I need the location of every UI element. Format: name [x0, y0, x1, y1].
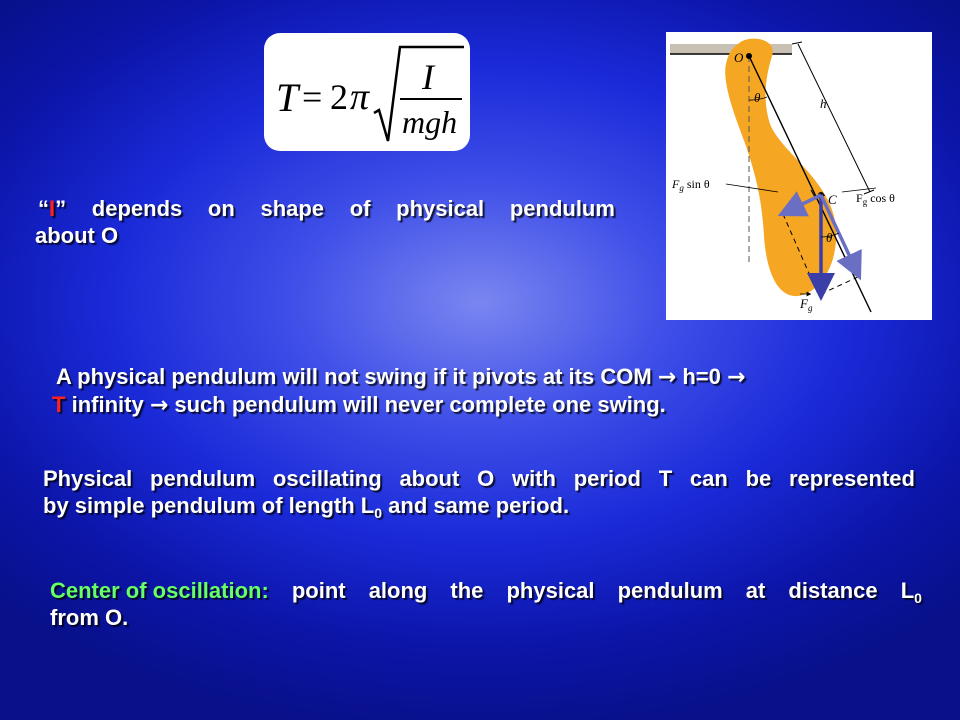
word: point: [291, 578, 346, 603]
pendulum-diagram: [666, 32, 932, 320]
formula-T: T: [276, 75, 299, 120]
word: distance: [788, 578, 878, 603]
word: represented: [789, 466, 915, 491]
formula-box: [264, 33, 470, 151]
word: physical: [506, 578, 595, 603]
symbol-T: T: [52, 392, 66, 417]
label-fg-sin: $F_g$ sin θ: [672, 177, 710, 193]
equivalent-simple-pendulum-note: Physical pendulum oscillating about O with period T can be represented by simple pendulum of length $L_0$ and same period.: [43, 466, 915, 521]
formula-pi: π: [350, 76, 370, 118]
word: Physical: [43, 466, 133, 491]
symbol-I: I: [49, 196, 56, 221]
label-theta-bottom: θ: [826, 230, 833, 245]
moment-of-inertia-note: “I” depends on shape of physical pendulum about O: [35, 196, 615, 248]
arrow-icon: →: [149, 393, 169, 418]
center-of-oscillation-note: Center of oscillation: point along the physical pendulum at distance $L_0$ from O.: [50, 578, 922, 630]
word: O: [477, 466, 495, 491]
label-fg-cos: $F_g$ cos θ: [856, 191, 895, 207]
label-O: O: [734, 50, 744, 65]
word: the: [450, 578, 484, 603]
word: period: [573, 466, 641, 491]
word: oscillating: [272, 466, 382, 491]
formula-denominator: mgh: [402, 104, 458, 140]
arrow-icon: →: [727, 365, 746, 390]
label-C: C: [828, 192, 837, 207]
word: T: [658, 466, 673, 491]
arrow-icon: →: [657, 365, 677, 390]
word: at: [745, 578, 766, 603]
label-fg: $F_g$: [800, 296, 813, 313]
label-theta-top: θ: [754, 90, 761, 105]
pendulum-figure: [666, 32, 932, 320]
word: pendulum: [150, 466, 256, 491]
formula-equals: =: [302, 77, 323, 117]
word: can: [689, 466, 728, 491]
com-pivot-note: A physical pendulum will not swing if it pivots at its COM → h=0 → T infinity → such pendulum will never complete one swing.: [52, 364, 746, 418]
formula-two: 2: [330, 77, 348, 117]
pivot-point: [746, 53, 752, 59]
formula-numerator: I: [422, 57, 434, 97]
word: about: [399, 466, 460, 491]
word: pendulum: [617, 578, 723, 603]
label-h: h: [820, 96, 827, 111]
center-of-oscillation-label: Center of oscillation:: [50, 578, 269, 603]
word: along: [368, 578, 428, 603]
word: be: [745, 466, 772, 491]
word: with: [511, 466, 556, 491]
length-L0: $L_0$: [900, 578, 922, 606]
h-dimension-line: [798, 44, 870, 192]
period-formula: [264, 33, 470, 151]
